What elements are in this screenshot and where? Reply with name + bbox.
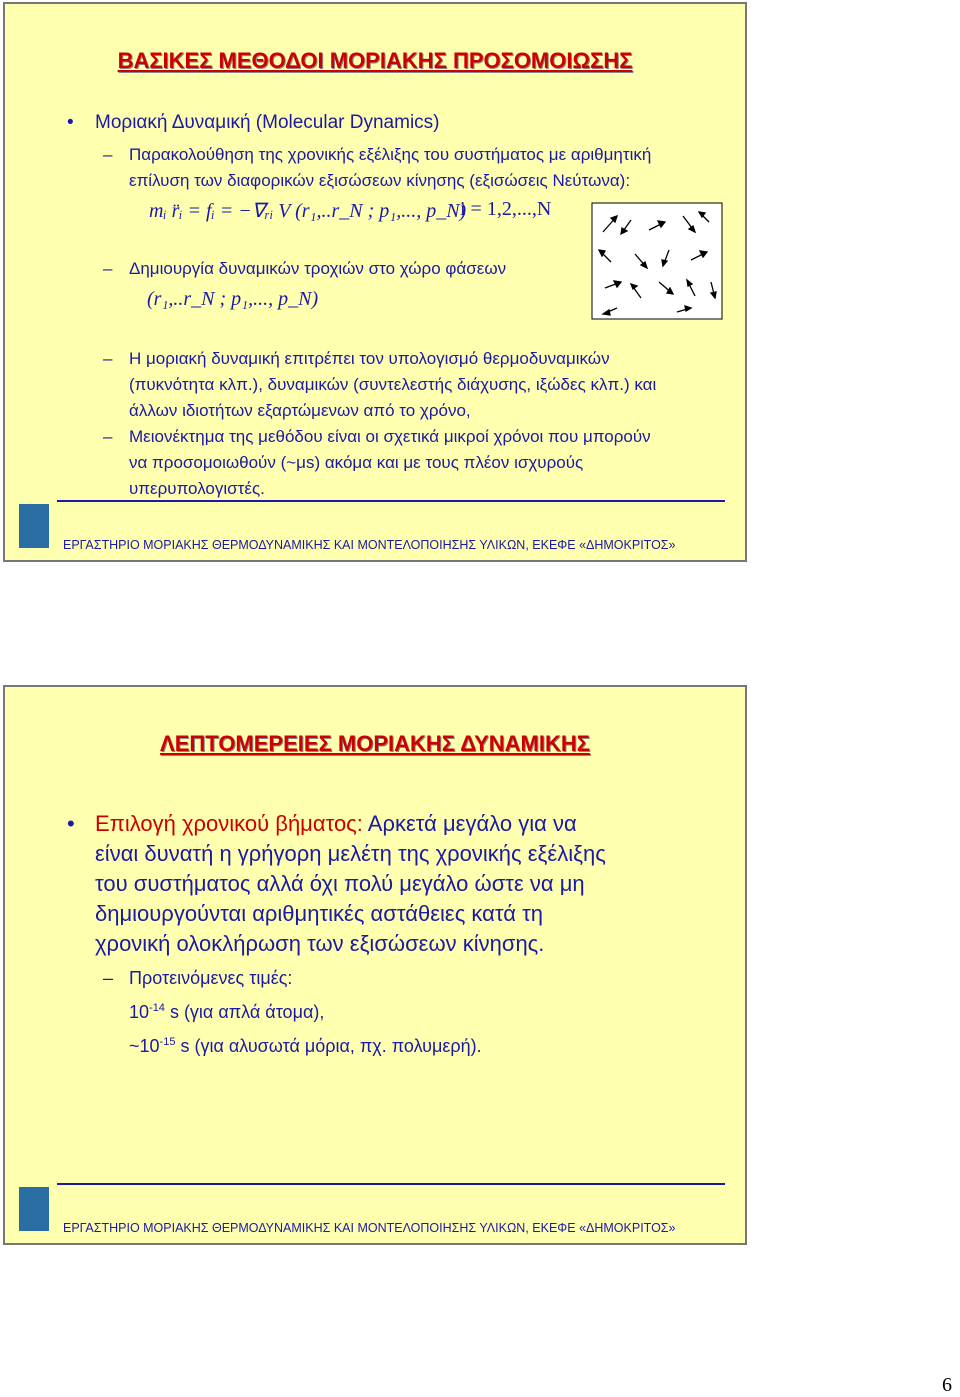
slide-1	[3, 2, 747, 562]
list-item-line: – Μειονέκτημα της μεθόδου είναι οι σχετικά μικροί χρόνοι που μπορούν	[129, 427, 651, 446]
list-item	[129, 963, 482, 1061]
list-item-line: επίλυση των διαφορικών εξισώσεων κίνησης (εξισώσεις Νεύτωνα):	[129, 171, 631, 190]
slide-title: ΒΑΣΙΚΕΣ ΜΕΘΟΔΟΙ ΜΟΡΙΑΚΗΣ ΠΡΟΣΟΜΟΙΩΣΗΣ	[117, 48, 633, 73]
particle-arrows-diagram	[591, 202, 723, 320]
bullet-icon: •	[67, 811, 75, 836]
footer-text: ΕΡΓΑΣΤΗΡΙΟ ΜΟΡΙΑΚΗΣ ΘΕΡΜΟΔΥΝΑΜΙΚΗΣ ΚΑΙ ΜΟΝΤΕΛΟΠΟΙΗΣΗΣ ΥΛΙΚΩΝ, ΕΚΕΦΕ «ΔΗΜΟΚΡΙΤΟΣ»	[63, 538, 676, 552]
list-item-line: – Προτεινόμενες τιμές:	[129, 968, 293, 988]
bullet-line: είναι δυνατή η γρήγορη μελέτη της χρονικής εξέλιξης	[95, 841, 606, 866]
list-item-line: άλλων ιδιοτήτων εξαρτώμενων από το χρόνο,	[129, 401, 471, 420]
bullet-line: χρονική ολοκλήρωση των εξισώσεων κίνησης.	[95, 931, 545, 956]
slide-2	[3, 685, 747, 1245]
list-item: – Δημιουργία δυναμικών τροχιών στο χώρο φάσεων	[129, 256, 506, 282]
page-number: 6	[942, 1374, 952, 1396]
equation-phase-space: (r₁,..r_N ; p₁,..., p_N)	[147, 288, 319, 310]
list-item	[129, 346, 656, 424]
bullet-text: Αρκετά μεγάλο για να	[362, 811, 577, 836]
list-item-line: υπερυπολογιστές.	[129, 479, 265, 498]
highlight-term: Επιλογή χρονικού βήματος:	[95, 811, 363, 836]
list-item-line: – Παρακολούθηση της χρονικής εξέλιξης του συστήματος με αριθμητική	[129, 145, 652, 164]
value-line: $\sim 10^{-15}$ s (για αλυσωτά μόρια, πχ. πολυμερή).	[129, 1036, 482, 1056]
value-line: $10^{-14}$ s (για απλά άτομα),	[129, 1002, 325, 1022]
equation-newton: mᵢ r̈ᵢ = fᵢ = −∇ᵣᵢ V (r₁,..r_N ; p₁,..., p_N)	[149, 200, 467, 222]
equation-index: i = 1,2,...,N	[460, 198, 552, 220]
bullet-line: του συστήματος αλλά όχι πολύ μεγάλο ώστε να μη	[95, 871, 585, 896]
slide-title: ΛΕΠΤΟΜΕΡΕΙΕΣ ΜΟΡΙΑΚΗΣ ΔΥΝΑΜΙΚΗΣ	[160, 731, 590, 756]
bullet-text: Μοριακή Δυναμική (Molecular Dynamics)	[95, 112, 440, 133]
bullet-paragraph	[95, 809, 606, 959]
footer-divider	[57, 500, 725, 502]
list-item-line: – Η μοριακή δυναμική επιτρέπει τον υπολογισμό θερμοδυναμικών	[129, 349, 610, 368]
bullet-icon: •	[67, 112, 74, 133]
list-item-line: (πυκνότητα κλπ.), δυναμικών (συντελεστής διάχυσης, ιξώδες κλπ.) και	[129, 375, 657, 394]
footer-text: ΕΡΓΑΣΤΗΡΙΟ ΜΟΡΙΑΚΗΣ ΘΕΡΜΟΔΥΝΑΜΙΚΗΣ ΚΑΙ ΜΟΝΤΕΛΟΠΟΙΗΣΗΣ ΥΛΙΚΩΝ, ΕΚΕΦΕ «ΔΗΜΟΚΡΙΤΟΣ»	[63, 1221, 676, 1235]
list-item-line: να προσομοιωθούν (~μs) ακόμα και με τους πλέον ισχυρούς	[129, 453, 584, 472]
footer-divider	[57, 1183, 725, 1185]
list-item	[129, 142, 651, 194]
list-item	[129, 424, 651, 502]
bullet-line: δημιουργούνται αριθμητικές αστάθειες κατά τη	[95, 901, 543, 926]
institute-logo	[19, 504, 49, 548]
institute-logo	[19, 1187, 49, 1231]
